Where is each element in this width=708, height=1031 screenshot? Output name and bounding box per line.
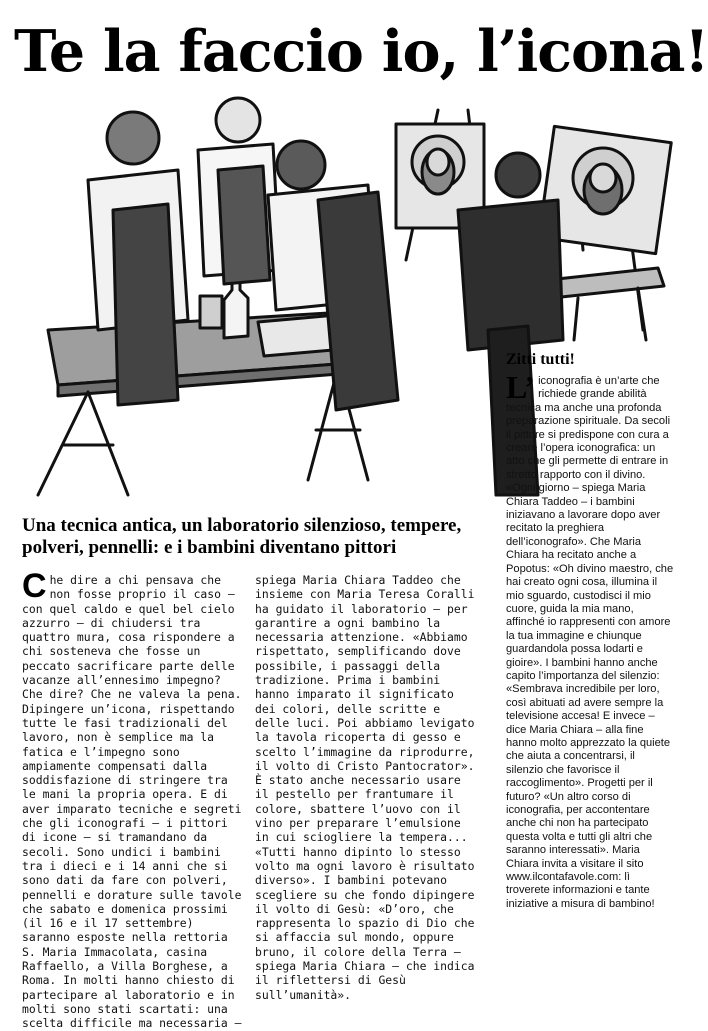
sidebar-drop-cap: L’ [506,369,536,405]
article-column-2 [255,573,477,1002]
article-text-col2: spiega Maria Chiara Taddeo che insieme con Maria Teresa Coralli ha guidato il laboratorio – per garantire a ogni bambino la necessaria attenzione. «Abbiamo rispettato, semplificando dove possibile, i passaggi della tradizione. Prima i bambini hanno imparato il significato dei colori, delle scritte e delle luci. Poi abbiamo levigato la tavola ricoperta di gesso e scelto l’immagine da riprodurre, il volto di Cristo Pantocrator». È stato anche necessario usare il pestello per frantumare il colore, sbattere l’uovo con il vino per preparare l’emulsione in cui sciogliere la tempera... «Tutti hanno dipinto lo stesso volto ma ogni lavoro è risultato diverso». I bambini potevano scegliere su che fondo dipingere il volto di Gesù: «D’oro, che rappresenta lo spazio di Dio che si affaccia sul mondo, oppure bruno, il colore della Terra – spiega Maria Chiara – che indica il riflettersi di Gesù sull’umanità». [255,573,475,1002]
article-paragraph [22,567,244,1031]
article-title: Te la faccio io, l’icona! [14,18,708,85]
sidebar-paragraph [506,369,674,911]
drop-cap: C [22,567,47,605]
article-text-col1: he dire a chi pensava che non fosse proprio il caso – con quel caldo e quel bel cielo azzurro – di chiudersi tra quattro mura, cosa rispondere a chi sosteneva che fosse un peccato sacrificare parte delle vacanze all’ennesimo impegno? Che dire? Che ne valeva la pena. Dipingere un’icona, rispettando tutte le fasi tradizionali del lavoro, non è semplice ma la fatica e l’impegno sono ampiamente compensati dalla soddisfazione di stringere tra le mani la propria opera. E di aver imparato tecniche e segreti che gli iconografi – i pittori di icone – si tramandano da secoli. Sono undici i bambini tra i dieci e i 14 anni che si sono dati da fare con polveri, pennelli e dorature sulle tavole che sabato e domenica prossimi (il 16 e il 17 settembre) saranno esposte nella rettoria S. Maria Immacolata, casina Raffaello, a Villa Borghese, a Roma. In molti hanno chiesto di partecipare al laboratorio e in molti sono stati scartati: una scelta difficile ma necessaria – [22,573,242,1031]
article-column-1 [22,567,244,1031]
sidebar-text: iconografia è un’arte che richiede grande abilità tecnica ma anche una profonda preparazione spirituale. Da secoli il pittore si predispone con cura a creare l’opera iconografica: un atto che gli permette di entrare in stretto rapporto con il divino. «Ogni giorno – spiega Maria Chiara Taddeo – i bambini iniziavano a lavorare dopo aver recitato la preghiera dell’iconografo». Che Maria Chiara ha recitato anche a Popotus: «Oh divino maestro, che hai creato ogni cosa, illumina il mio sguardo, custodisci il mio cuore, guida la mia mano, affinché io rappresenti con amore la tua immagine e chiunque guardandola possa lodarti e gioire». I bambini hanno anche capito l’importanza del silenzio: «Sembrava incredibile per loro, così abituati ad avere sempre la televisione accesa! E invece – dice Maria Chiara – alla fine hanno molto apprezzato la quiete che aiuta a concentrarsi, il silenzio che favorisce il raccoglimento». Progetti per il futuro? «Un altro corso di iconografia, per accontentare anche chi non ha partecipato questa volta e tutti gli altri che saranno interessati». Maria Chiara invita a visitare il sito www.ilcontafavole.com: lì troverete informazioni e tante iniziative a misura di bambino! [506,375,674,910]
sidebar-box [506,350,674,985]
article-subtitle: Una tecnica antica, un laboratorio silenzioso, tempere, polveri, pennelli: e i bambini diventano pittori [22,515,462,558]
sidebar-heading: Zitti tutti! [506,351,575,368]
